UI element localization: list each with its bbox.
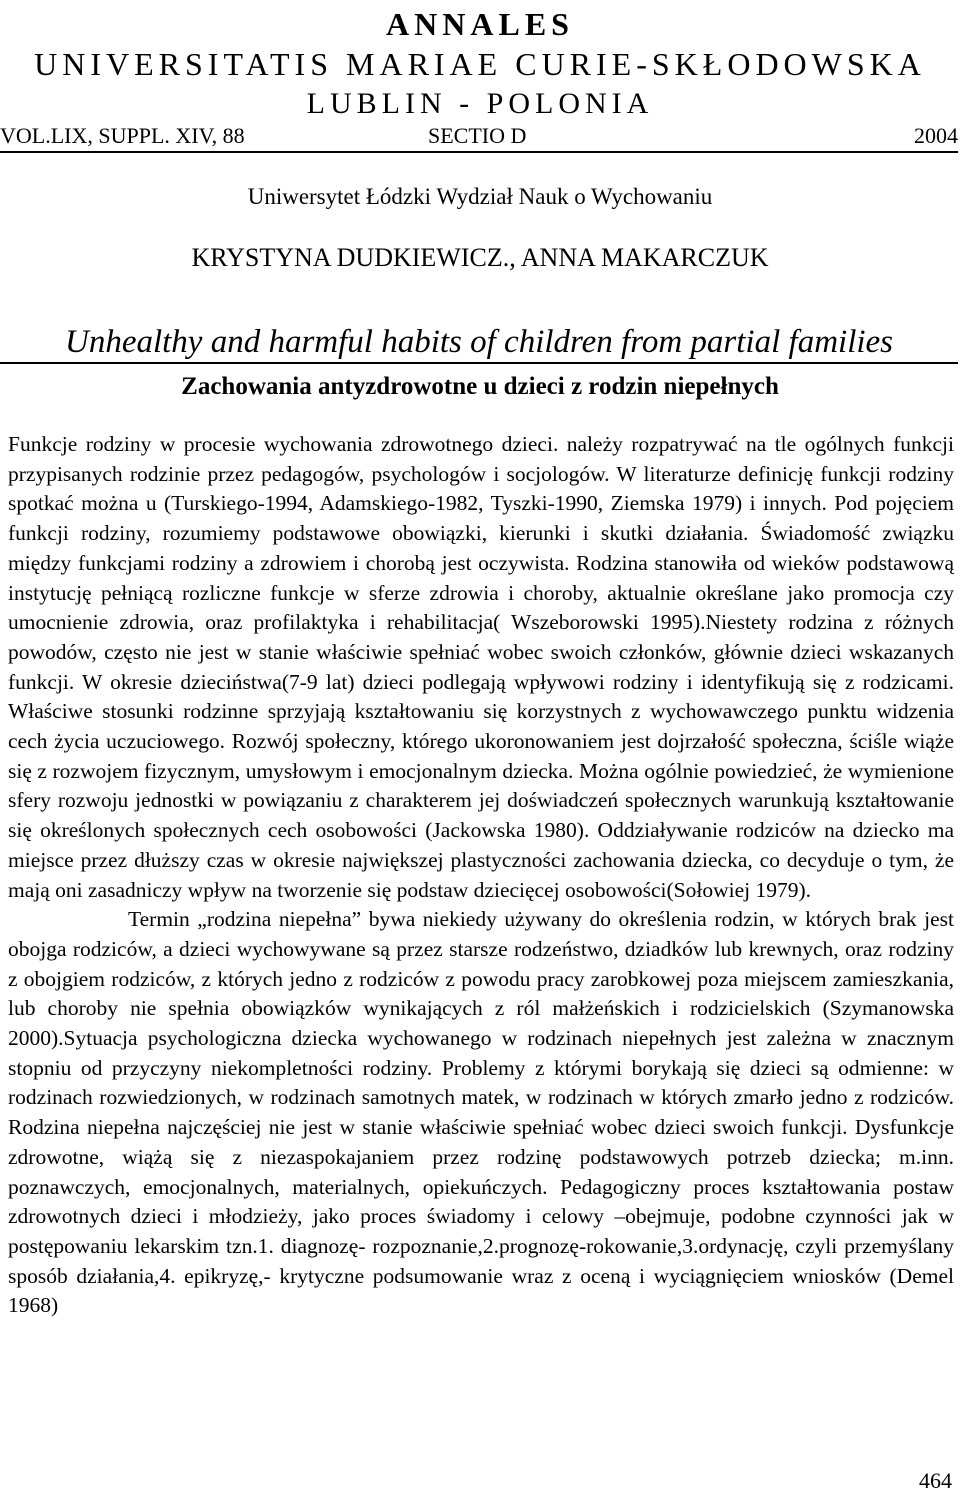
section-info: SECTIO D — [428, 123, 527, 148]
volume-bar — [0, 121, 958, 153]
volume-info: VOL.LIX, SUPPL. XIV, 88 — [0, 123, 245, 148]
journal-university: UNIVERSITATIS MARIAE CURIE-SKŁODOWSKA — [34, 46, 926, 82]
affiliation: Uniwersytet Łódzki Wydział Nauk o Wychowaniu — [247, 184, 713, 209]
journal-location: LUBLIN - POLONIA — [306, 87, 654, 120]
article-body — [8, 430, 954, 1321]
page-number: 464 — [919, 1468, 952, 1493]
authors: KRYSTYNA DUDKIEWICZ., ANNA MAKARCZUK — [191, 243, 769, 272]
paper-title-english: Unhealthy and harmful habits of children from partial families — [0, 322, 958, 364]
journal-name: ANNALES — [386, 6, 574, 42]
paper-title-polish: Zachowania antyzdrowotne u dzieci z rodzin niepełnych — [181, 373, 779, 400]
year-info: 2004 — [914, 123, 958, 148]
body-paragraph: Termin „rodzina niepełna” bywa niekiedy używany do określenia rodzin, w których brak jest obojga rodziców, a dzieci wychowywane są przez starsze rodzeństwo, dziadków lub krewnych, oraz rodziny z obojgiem rodziców, z których jedno z rodziców z powodu pracy zarobkowej poza miejscem zamieszkania, lub choroby nie spełnia obowiązków wynikających z ról małżeńskich i rodzicielskich (Szymanowska 2000).Sytuacja psychologiczna dziecka wychowanego w rodzinach niepełnych jest zależna w znacznym stopniu od przyczyny niekompletności rodziny. Problemy z którymi borykają się dzieci są odmienne: w rodzinach rozwiedzionych, w rodzinach samotnych matek, w rodzinach w których zmarło jedno z rodziców. Rodzina niepełna najczęściej nie jest w stanie właściwie spełniać wobec dzieci swoich funkcji. Dysfunkcje zdrowotne, wiążą się z niezaspokajaniem przez rodzinę podstawowych potrzeb dziecka; m.inn. poznawczych, emocjonalnych, materialnych, opiekuńczych. Pedagogiczny proces kształtowania postaw zdrowotnych dzieci i młodzieży, jako proces świadomy i celowy –obejmuje, podobne czynności jak w postępowaniu lekarskim tzn.1. diagnozę- rozpoznanie,2.prognozę-rokowanie,3.ordynację, czyli przemyślany sposób działania,4. epikryzę,- krytyczne podsumowanie wraz z oceną i wyciągnięciem wniosków (Demel 1968) — [8, 907, 954, 1318]
body-paragraph: Funkcje rodziny w procesie wychowania zdrowotnego dzieci. należy rozpatrywać na tle ogólnych funkcji przypisanych rodzinie przez pedagogów, psychologów i socjologów. W literaturze definicję funkcji rodziny spotkać można u (Turskiego-1994, Adamskiego-1982, Tyszki-1990, Ziemska 1979) i innych. Pod pojęciem funkcji rodziny, rozumiemy podstawowe obowiązki, kierunki i skutki działania. Świadomość związku między funkcjami rodziny a zdrowiem i chorobą jest oczywista. Rodzina stanowiła od wieków podstawową instytucję pełniącą rozliczne funkcje w sferze zdrowia i choroby, aktualnie określane jako promocja czy umocnienie zdrowia, oraz profilaktyka i rehabilitacja( Wszeborowski 1995).Niestety rodzina z różnych powodów, często nie jest w stanie właściwie spełniać wobec swoich członków, głównie dzieci wskazanych funkcji. W okresie dzieciństwa(7-9 lat) dzieci podlegają wpływowi rodziny i identyfikują się z rodzicami. Właściwe stosunki rodzinne sprzyjają kształtowaniu się korzystnych z wychowawczego punktu widzenia cech życia uczuciowego. Rozwój społeczny, którego ukoronowaniem jest dojrzałość społeczna, ściśle wiąże się z rozwojem fizycznym, umysłowym i emocjonalnym dziecka. Można ogólnie powiedzieć, że wymienione sfery rozwoju jednostki w powiązaniu z charakterem jej doświadczeń społecznych warunkują kształtowanie się określonych społecznych cech osobowości (Jackowska 1980). Oddziaływanie rodziców na dziecko ma miejsce przez dłuższy czas w okresie największej plastyczności zachowania dziecka, co decyduje o tym, że mają oni zasadniczy wpływ na tworzenie się podstaw dziecięcej osobowości(Sołowiej 1979). — [8, 432, 954, 902]
